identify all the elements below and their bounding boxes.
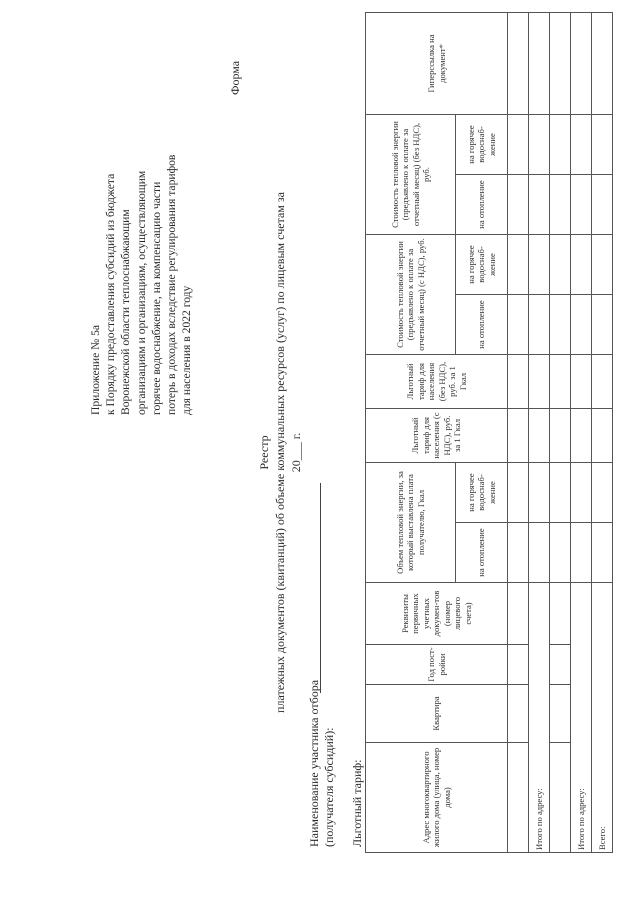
header-address: Адрес многоквартирного жилого дома (улица, номер дома)	[366, 743, 508, 853]
subheader-heating: на отопление	[456, 523, 508, 583]
subheader-hot-water: на горячее водоснаб-жение	[456, 463, 508, 523]
registry-table	[365, 12, 613, 853]
title-heading: Реестр	[257, 435, 271, 470]
total-by-address: Итого по адресу:	[529, 583, 550, 853]
subheader-hot-water: на горячее водоснаб-жение	[456, 235, 508, 295]
appendix-line: Приложение № 5а	[89, 324, 102, 415]
header-year: Год пост-ройки	[366, 645, 508, 685]
subheader-heating: на отопление	[456, 175, 508, 235]
participant-label-line1: Наименование участника отбора	[307, 679, 321, 847]
title-period: 20___ г.	[289, 432, 303, 473]
subheader-heating: на отопление	[456, 295, 508, 355]
participant-label-line2: (получателя субсидий):	[322, 727, 336, 847]
appendix-line: к Порядку предоставления субсидий из бюджета	[104, 173, 118, 415]
header-requisites: Реквизиты первичных учетных докумен-тов (номер лицевого счета)	[366, 583, 508, 645]
participant-fill-line	[320, 483, 321, 693]
appendix-header	[88, 25, 194, 415]
subheader-hot-water: на горячее водоснаб-жение	[456, 115, 508, 175]
title-subject: платежных документов (квитанций) об объеме коммунальных ресурсов (услуг) по лицевым счетам за	[273, 192, 287, 713]
header-apartment: Квартира	[366, 685, 508, 743]
participant-label	[307, 680, 337, 847]
table-row	[508, 13, 529, 853]
document-title	[256, 0, 304, 905]
header-volume: Объем тепловой энергии, за который выставлена плата получателю, Гкал	[366, 463, 456, 583]
appendix-line: для населения в 2022 году	[180, 285, 194, 415]
total-by-address: Итого по адресу:	[571, 583, 592, 853]
appendix-line: Воронежской области теплоснабжающим	[119, 209, 133, 415]
appendix-line: организациям и организациям, осуществляющим	[134, 170, 148, 415]
header-link: Гиперссылка на документ*	[366, 13, 508, 115]
header-tariff-novat: Льготный тариф для населения (без НДС), руб. за 1 Гкал	[366, 355, 508, 409]
grand-total: Всего:	[592, 583, 613, 853]
table-row	[550, 13, 571, 853]
form-label: Форма	[228, 60, 242, 95]
table-row	[529, 13, 550, 853]
table-row	[592, 13, 613, 853]
appendix-line: потерь в доходах вследствие регулирования тарифов	[165, 154, 179, 415]
header-cost-novat: Стоимость тепловой энергии (предъявлено к оплате за отчетный месяц) (без НДС), руб.	[366, 115, 456, 235]
table-row	[571, 13, 592, 853]
header-cost-vat: Стоимость тепловой энергии (предъявлено к оплате за отчетный месяц) (с НДС), руб.	[366, 235, 456, 355]
appendix-line: горячее водоснабжение, на компенсацию части	[149, 181, 163, 415]
tariff-label: Льготный тариф:	[350, 759, 364, 847]
header-tariff-vat: Льготный тариф для населения (с НДС), руб. за 1 Гкал	[366, 409, 508, 463]
